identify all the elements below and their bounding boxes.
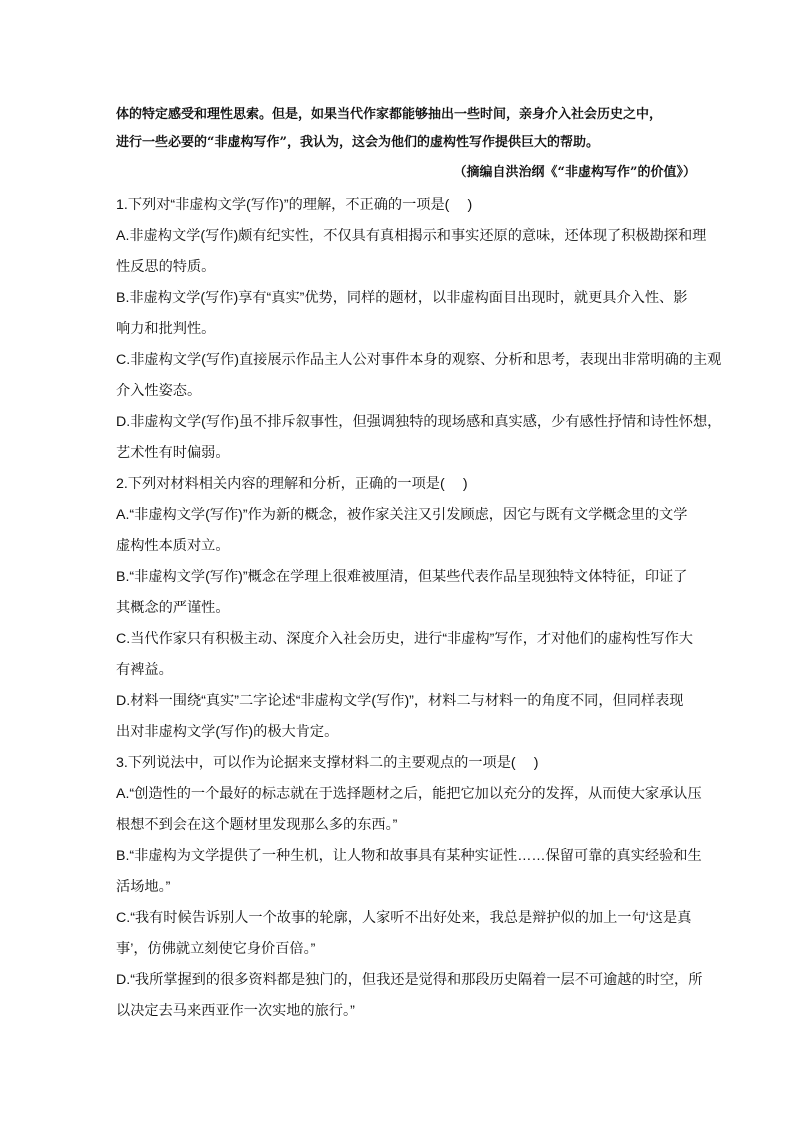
question-2 — [116, 469, 708, 748]
option-text: B.非虚构文学(写作)享有“真实”优势，同样的题材，以非虚构面目出现时，就更具介入性、影 — [116, 290, 688, 306]
option-text: 根想不到会在这个题材里发现那么多的东西。” — [116, 817, 398, 833]
option-text: B.“非虚构为文学提供了一种生机，让人物和故事具有某种实证性……保留可靠的真实经验和生 — [116, 848, 702, 864]
option-text: D.材料一围绕“真实”二字论述“非虚构文学(写作)”，材料二与材料一的角度不同，但同样表现 — [116, 693, 684, 709]
option-c[interactable] — [116, 624, 708, 686]
option-a[interactable] — [116, 500, 708, 562]
option-text: 响力和批判性。 — [116, 321, 216, 337]
option-text: 有裨益。 — [116, 662, 173, 678]
option-b[interactable] — [116, 841, 708, 903]
option-text: C.非虚构文学(写作)直接展示作品主人公对事件本身的观察、分析和思考，表现出非常明确的主观 — [116, 352, 722, 368]
option-text: 出对非虚构文学(写作)的极大肯定。 — [116, 724, 339, 740]
option-text: 活场地。” — [116, 879, 171, 895]
option-b[interactable] — [116, 562, 708, 624]
option-text: 艺术性有时偏弱。 — [116, 445, 230, 461]
option-text: A.非虚构文学(写作)颇有纪实性，不仅具有真相揭示和事实还原的意味，还体现了积极勘探和理 — [116, 228, 707, 244]
option-text: 以决定去马来西亚作一次实地的旅行。” — [116, 1003, 355, 1019]
option-text: 介入性姿态。 — [116, 383, 202, 399]
option-text: 虚构性本质对立。 — [116, 538, 230, 554]
option-text: A.“非虚构文学(写作)”作为新的概念，被作家关注又引发顾虑，因它与既有文学概念里的文学 — [116, 507, 688, 523]
option-text: C.当代作家只有积极主动、深度介入社会历史，进行“非虚构”写作，才对他们的虚构性写作大 — [116, 631, 693, 647]
option-d[interactable] — [116, 686, 708, 748]
question-stem: 1.下列对“非虚构文学(写作)”的理解，不正确的一项是( ) — [116, 197, 473, 213]
question-1 — [116, 190, 722, 469]
source-citation: （摘编自洪治纲《“非虚构写作”的价值》） — [453, 165, 696, 180]
question-stem: 2.下列对材料相关内容的理解和分析，正确的一项是( ) — [116, 476, 468, 492]
question-3 — [116, 748, 708, 1027]
option-text: 事’，仿佛就立刻使它身价百倍。” — [116, 941, 316, 957]
question-stem: 3.下列说法中，可以作为论据来支撑材料二的主要观点的一项是( ) — [116, 755, 539, 771]
option-d[interactable] — [116, 965, 708, 1027]
option-a[interactable] — [116, 221, 708, 283]
option-text: D.非虚构文学(写作)虽不排斥叙事性，但强调独特的现场感和真实感，少有感性抒情和诗性怀想， — [116, 414, 722, 430]
option-a[interactable] — [116, 779, 708, 841]
option-text: 性反思的特质。 — [116, 259, 216, 275]
intro-line-2: 进行一些必要的“非虚构写作”，我认为，这会为他们的虚构性写作提供巨大的帮助。 — [116, 135, 599, 150]
option-text: D.“我所掌握到的很多资料都是独门的，但我还是觉得和那段历史隔着一层不可逾越的时空，所 — [116, 972, 703, 988]
option-c[interactable] — [116, 345, 722, 407]
option-b[interactable] — [116, 283, 708, 345]
option-text: B.“非虚构文学(写作)”概念在学理上很难被厘清，但某些代表作品呈现独特文体特征，印证了 — [116, 569, 688, 585]
option-d[interactable] — [116, 407, 722, 469]
option-c[interactable] — [116, 903, 708, 965]
option-text: C.“我有时候告诉别人一个故事的轮廓，人家听不出好处来，我总是辩护似的加上一句‘这是真 — [116, 910, 692, 926]
option-text: 其概念的严谨性。 — [116, 600, 230, 616]
option-text: A.“创造性的一个最好的标志就在于选择题材之后，能把它加以充分的发挥，从而使大家承认压 — [116, 786, 702, 802]
intro-line-1: 体的特定感受和理性思索。但是，如果当代作家都能够抽出一些时间，亲身介入社会历史之中， — [116, 107, 663, 122]
